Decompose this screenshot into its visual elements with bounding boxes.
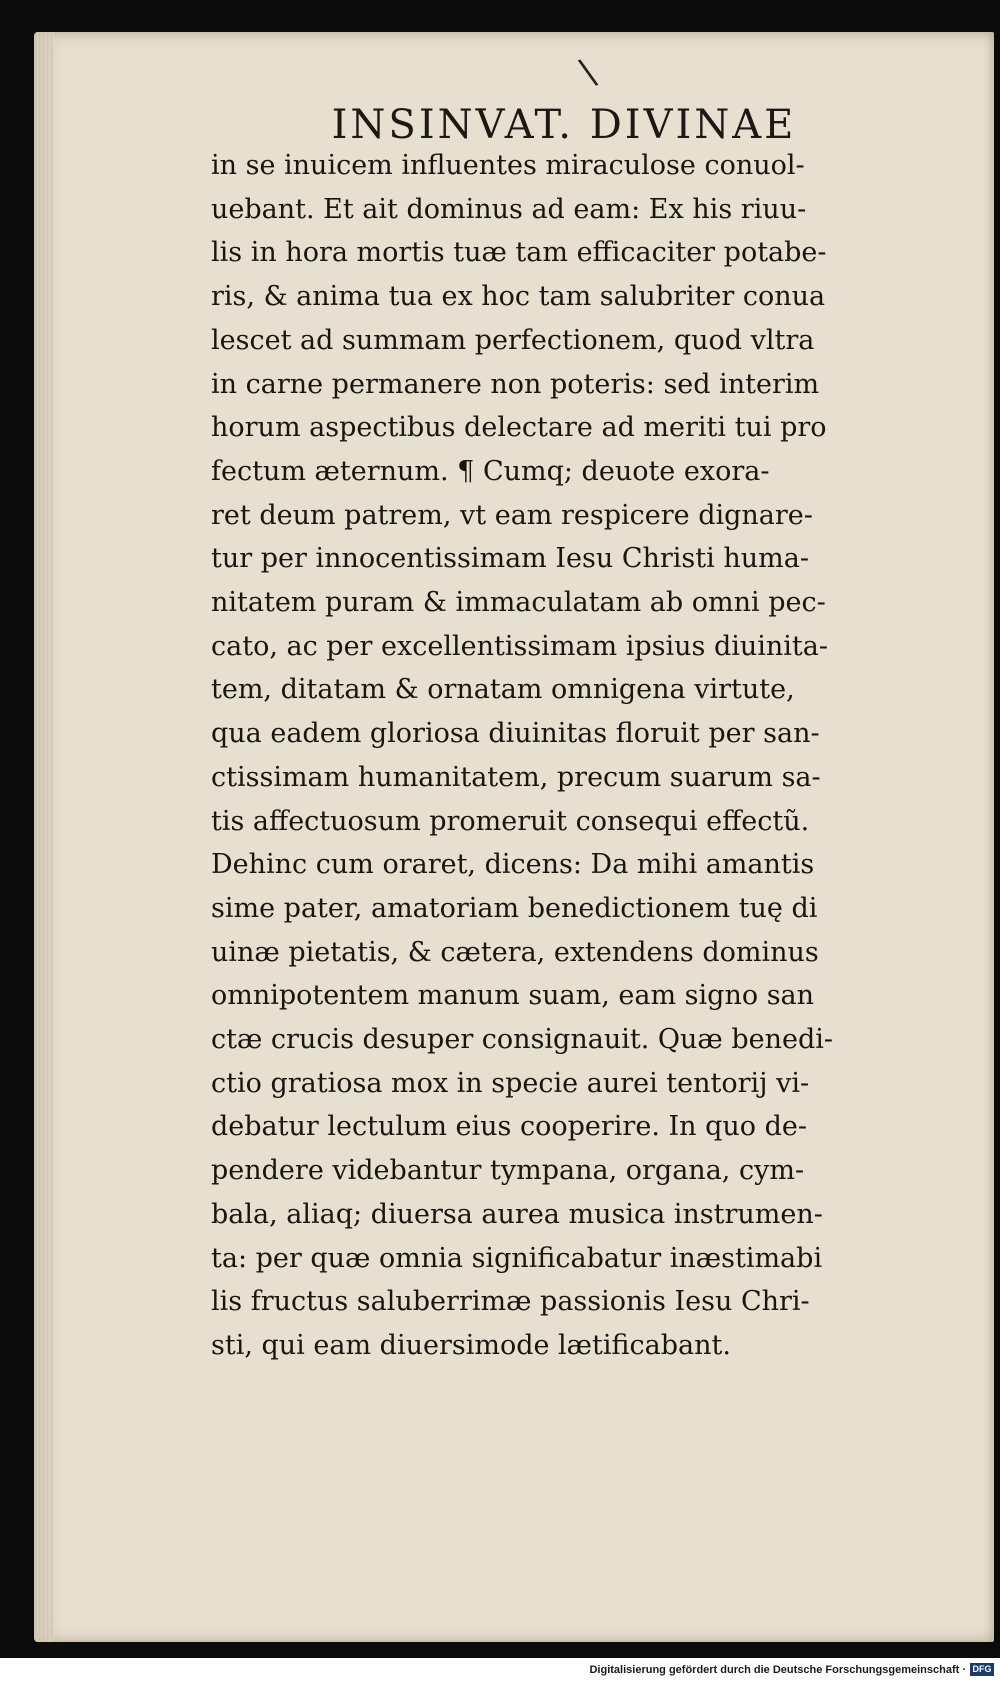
text-line: cato, ac per excellentissimam ipsius diuinita-: [211, 630, 828, 662]
text-line: ta: per quæ omnia significabatur inæstimabi: [211, 1242, 823, 1274]
text-line: Dehinc cum oraret, dicens: Da mihi amantis: [211, 849, 815, 881]
text-line: uebant. Et ait dominus ad eam: Ex his riuu-: [211, 193, 807, 225]
text-line: ctissimam humanitatem, precum suarum sa-: [211, 761, 821, 793]
text-line: ctæ crucis desuper consignauit. Quæ benedi-: [211, 1024, 834, 1056]
book-page: [34, 32, 994, 1642]
text-line: lis in hora mortis tuæ tam efficaciter potabe-: [211, 237, 827, 269]
text-line: sime pater, amatoriam benedictionem tuę di: [211, 892, 818, 924]
text-line: debatur lectulum eius cooperire. In quo de-: [211, 1111, 808, 1143]
text-block: [211, 144, 961, 1368]
text-line: ret deum patrem, vt eam respicere dignare-: [211, 499, 813, 531]
text-line: fectum æternum. ¶ Cumq; deuote exora-: [211, 455, 770, 487]
running-head: INSINVAT. DIVINAE: [331, 102, 797, 148]
text-line: tem, ditatam & ornatam omnigena virtute,: [211, 674, 795, 706]
text-line: nitatem puram & immaculatam ab omni pec-: [211, 587, 826, 619]
text-line: ctio gratiosa mox in specie aurei tentorij vi-: [211, 1067, 810, 1099]
text-line: qua eadem gloriosa diuinitas floruit per san-: [211, 718, 820, 750]
page-edge-shading: [34, 32, 54, 1642]
text-line: pendere videbantur tympana, organa, cym-: [211, 1155, 805, 1187]
digitization-credit: Digitalisierung gefördert durch die Deutsche Forschungsgemeinschaft ·: [589, 1664, 966, 1676]
text-line: in se inuicem influentes miraculose conuol-: [211, 150, 805, 181]
text-line: lescet ad summam perfectionem, quod vltra: [211, 324, 815, 356]
text-line: tur per innocentissimam Iesu Christi huma-: [211, 543, 809, 575]
signature-mark: \: [575, 51, 601, 94]
text-line: uinæ pietatis, & cætera, extendens dominus: [211, 936, 819, 968]
text-line: omnipotentem manum suam, eam signo san: [211, 980, 815, 1012]
text-line: in carne permanere non poteris: sed interim: [211, 368, 820, 400]
dfg-logo[interactable]: DFG: [970, 1663, 994, 1676]
footer-bar: [0, 1658, 1000, 1686]
text-line: lis fructus saluberrimæ passionis Iesu Chri-: [211, 1286, 810, 1318]
text-line: horum aspectibus delectare ad meriti tui pro: [211, 412, 827, 444]
text-line: ris, & anima tua ex hoc tam salubriter conua: [211, 281, 826, 313]
text-line: sti, qui eam diuersimode lætificabant.: [211, 1329, 731, 1361]
text-line: tis affectuosum promeruit consequi effectũ.: [211, 805, 810, 837]
text-line: bala, aliaq; diuersa aurea musica instrumen-: [211, 1198, 823, 1230]
